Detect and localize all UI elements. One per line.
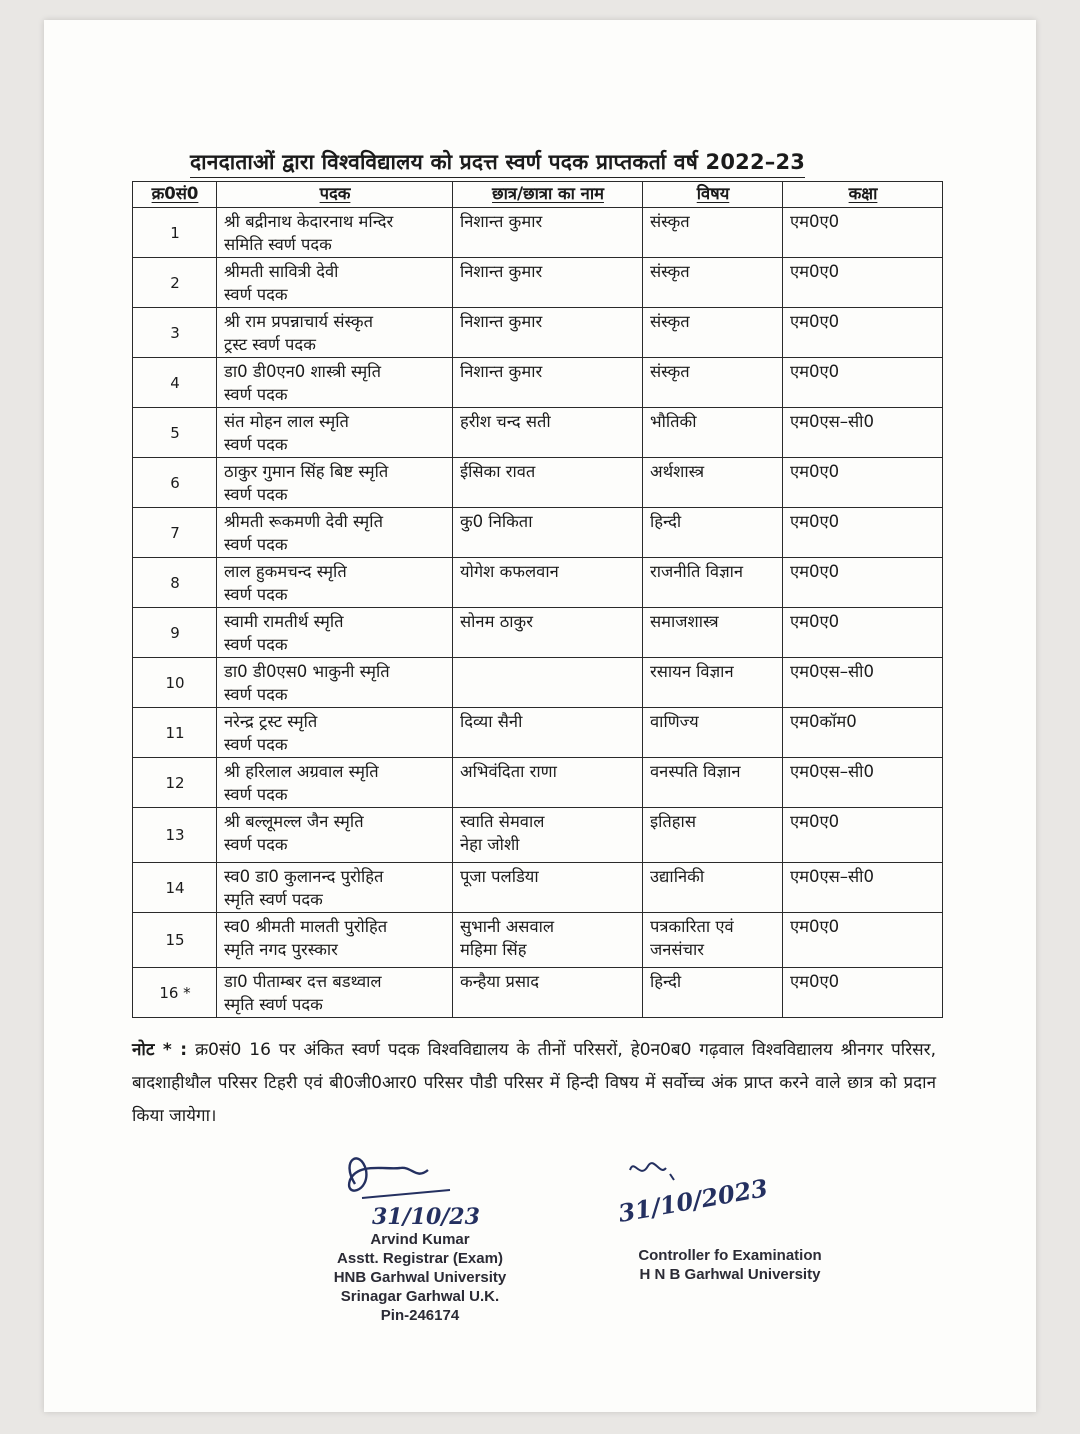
cell-name [453,308,643,358]
medal-line: स्व0 डा0 कुलानन्द पुरोहित [224,867,384,886]
medal-line: समिति स्वर्ण पदक [224,235,332,254]
cell-class: एम0एस–सी0 [783,758,943,808]
cell-class: एम0ए0 [783,913,943,968]
table-row [133,458,943,508]
medal-line: स्मृति नगद पुरस्कार [224,940,338,959]
table-row [133,558,943,608]
cell-medal [217,408,453,458]
name-line: कन्हैया प्रसाद [460,972,540,991]
cell-serial: 15 [133,913,217,968]
medal-line: नरेन्द्र ट्रस्ट स्मृति [224,712,318,731]
table-row [133,258,943,308]
table-row [133,308,943,358]
header-student-name: छात्र/छात्रा का नाम [453,182,643,208]
medal-line: श्रीमती सावित्री देवी [224,262,339,281]
subject-line: जनसंचार [650,940,705,959]
cell-serial: 8 [133,558,217,608]
subject-line: भौतिकी [650,412,697,431]
cell-serial: 6 [133,458,217,508]
medal-line: स्वर्ण पदक [224,435,288,454]
cell-serial: 16 * [133,968,217,1018]
name-line: सुभानी असवाल [460,917,555,936]
cell-class: एम0एस–सी0 [783,658,943,708]
cell-subject [643,308,783,358]
cell-serial: 7 [133,508,217,558]
cell-name [453,208,643,258]
cell-medal [217,758,453,808]
cell-subject [643,358,783,408]
cell-medal [217,508,453,558]
subject-line: हिन्दी [650,972,682,991]
medal-line: स्वर्ण पदक [224,535,288,554]
subject-line: इतिहास [650,812,696,831]
cell-class: एम0ए0 [783,258,943,308]
cell-medal [217,358,453,408]
table-row [133,863,943,913]
cell-medal [217,208,453,258]
cell-medal [217,913,453,968]
cell-name [453,408,643,458]
cell-name [453,258,643,308]
signature-date-left: 31/10/23 [372,1204,480,1230]
subject-line: अर्थशास्त्र [650,462,705,481]
name-line: पूजा पलडिया [460,867,539,886]
cell-name [453,358,643,408]
cell-class: एम0ए0 [783,808,943,863]
cell-subject [643,208,783,258]
subject-line: पत्रकारिता एवं [650,917,734,936]
header-medal: पदक [217,182,453,208]
cell-serial: 2 [133,258,217,308]
header-class: कक्षा [783,182,943,208]
cell-medal [217,968,453,1018]
subject-line: संस्कृत [650,262,690,281]
cell-serial: 11 [133,708,217,758]
cell-subject [643,708,783,758]
medal-line: स्वर्ण पदक [224,285,288,304]
cell-serial: 4 [133,358,217,408]
name-line: योगेश कफलवान [460,562,559,581]
footnote [132,1034,936,1133]
cell-medal [217,458,453,508]
cell-name [453,968,643,1018]
cell-class: एम0ए0 [783,358,943,408]
table-row [133,808,943,863]
signatory-name: Arvind Kumar [370,1231,470,1248]
cell-medal [217,658,453,708]
signatory-location: Srinagar Garhwal U.K. [340,1288,500,1305]
table-row [133,508,943,558]
cell-medal [217,258,453,308]
cell-serial: 3 [133,308,217,358]
cell-name [453,863,643,913]
name-line: हरीश चन्द सती [460,412,551,431]
cell-name [453,458,643,508]
name-line: निशान्त कुमार [460,312,543,331]
cell-serial: 9 [133,608,217,658]
signatory-university: HNB Garhwal University [333,1269,507,1286]
cell-serial: 1 [133,208,217,258]
table-row [133,208,943,258]
cell-name [453,708,643,758]
medal-line: स्वर्ण पदक [224,585,288,604]
signature-date-right: 31/10/2023 [616,1173,770,1228]
medal-line: स्वर्ण पदक [224,735,288,754]
name-line: निशान्त कुमार [460,212,543,231]
signatory-pin: Pin-246174 [380,1307,460,1324]
cell-name [453,758,643,808]
name-line: निशान्त कुमार [460,362,543,381]
cell-class: एम0ए0 [783,968,943,1018]
subject-line: समाजशास्त्र [650,612,719,631]
medal-line: श्री बल्लूमल्ल जैन स्मृति [224,812,364,831]
cell-serial: 10 [133,658,217,708]
name-line: अभिवंदिता राणा [460,762,557,781]
medal-line: श्रीमती रूकमणी देवी स्मृति [224,512,383,531]
cell-class: एम0ए0 [783,608,943,658]
cell-name [453,658,643,708]
header-serial: क्र0सं0 [133,182,217,208]
name-line: कु0 निकिता [460,512,533,531]
medal-line: डा0 डी0एन0 शास्त्री स्मृति [224,362,381,381]
cell-medal [217,808,453,863]
subject-line: वनस्पति विज्ञान [650,762,741,781]
medal-line: स्वर्ण पदक [224,685,288,704]
table-row [133,758,943,808]
medal-line: स्वर्ण पदक [224,785,288,804]
cell-subject [643,508,783,558]
medal-line: स्वर्ण पदक [224,635,288,654]
medal-line: स्व0 श्रीमती मालती पुरोहित [224,917,388,936]
cell-class: एम0कॉम0 [783,708,943,758]
header-subject: विषय [643,182,783,208]
cell-class: एम0ए0 [783,508,943,558]
medal-line: ठाकुर गुमान सिंह बिष्ट स्मृति [224,462,389,481]
cell-name [453,913,643,968]
note-label: नोट * : [132,1040,188,1060]
cell-class: एम0ए0 [783,558,943,608]
cell-subject [643,758,783,808]
signature-block-controller [600,1150,860,1284]
cell-subject [643,658,783,708]
cell-name [453,558,643,608]
name-line: सोनम ठाकुर [460,612,533,631]
cell-medal [217,608,453,658]
cell-name [453,808,643,863]
subject-line: संस्कृत [650,312,690,331]
subject-line: संस्कृत [650,362,690,381]
medal-line: स्मृति स्वर्ण पदक [224,890,323,909]
controller-title: Controller fo Examination [638,1247,822,1264]
name-line: स्वाति सेमवाल [460,812,545,831]
table-row [133,913,943,968]
medal-line: स्मृति स्वर्ण पदक [224,995,323,1014]
subject-line: संस्कृत [650,212,690,231]
cell-subject [643,608,783,658]
cell-medal [217,308,453,358]
medal-line: ट्रस्ट स्वर्ण पदक [224,335,316,354]
table-row [133,358,943,408]
handwritten-signature [300,1140,540,1230]
subject-line: उद्यानिकी [650,867,705,886]
cell-medal [217,558,453,608]
medal-line: श्री हरिलाल अग्रवाल स्मृति [224,762,379,781]
subject-line: हिन्दी [650,512,682,531]
subject-line: वाणिज्य [650,712,699,731]
cell-serial: 5 [133,408,217,458]
cell-subject [643,458,783,508]
medal-line: श्री राम प्रपन्नाचार्य संस्कृत [224,312,373,331]
table-row [133,658,943,708]
cell-medal [217,863,453,913]
table-row [133,708,943,758]
name-line: निशान्त कुमार [460,262,543,281]
table-row [133,608,943,658]
cell-serial: 14 [133,863,217,913]
subject-line: रसायन विज्ञान [650,662,734,681]
medal-line: लाल हुकमचन्द स्मृति [224,562,347,581]
handwritten-signature [600,1150,860,1246]
signatory-designation: Asstt. Registrar (Exam) [337,1250,503,1267]
name-line: दिव्या सैनी [460,712,523,731]
cell-subject [643,408,783,458]
cell-name [453,508,643,558]
medal-line: स्वामी रामतीर्थ स्मृति [224,612,344,631]
cell-class: एम0एस–सी0 [783,863,943,913]
cell-subject [643,968,783,1018]
table-row [133,968,943,1018]
medal-line: स्वर्ण पदक [224,485,288,504]
cell-serial: 13 [133,808,217,863]
name-line: महिमा सिंह [460,940,527,959]
controller-university: H N B Garhwal University [639,1266,821,1283]
cell-class: एम0ए0 [783,308,943,358]
cell-class: एम0एस–सी0 [783,408,943,458]
medal-line: स्वर्ण पदक [224,385,288,404]
medal-line: डा0 डी0एस0 भाकुनी स्मृति [224,662,390,681]
cell-serial: 12 [133,758,217,808]
table-header-row [133,182,943,208]
name-line: ईसिका रावत [460,462,536,481]
cell-class: एम0ए0 [783,458,943,508]
cell-subject [643,913,783,968]
subject-line: राजनीति विज्ञान [650,562,744,581]
signature-block-asst-registrar [300,1140,540,1325]
table-row [133,408,943,458]
cell-class: एम0ए0 [783,208,943,258]
note-text: क्र0सं0 16 पर अंकित स्वर्ण पदक विश्वविद्यालय के तीनों परिसरों, हे0न0ब0 गढ़वाल विश्वविद्यालय श्रीनगर परिसर, बादशाहीथौल परिसर टिहरी एवं बी0जी0आर0 परिसर पौडी परिसर में हिन्दी विषय में सर्वोच्च अंक प्राप्त करने वाले छात्र को प्रदान किया जायेगा। [132,1040,937,1126]
cell-subject [643,558,783,608]
medal-line: संत मोहन लाल स्मृति [224,412,349,431]
cell-medal [217,708,453,758]
name-line: नेहा जोशी [460,835,520,854]
cell-subject [643,808,783,863]
gold-medal-table [132,181,943,1018]
document-title: दानदाताओं द्वारा विश्वविद्यालय को प्रदत्त स्वर्ण पदक प्राप्तकर्ता वर्ष 2022–23 [190,148,805,178]
cell-subject [643,258,783,308]
medal-line: डा0 पीताम्बर दत्त बडथ्वाल [224,972,382,991]
medal-line: स्वर्ण पदक [224,835,288,854]
cell-subject [643,863,783,913]
medal-line: श्री बद्रीनाथ केदारनाथ मन्दिर [224,212,394,231]
cell-name [453,608,643,658]
